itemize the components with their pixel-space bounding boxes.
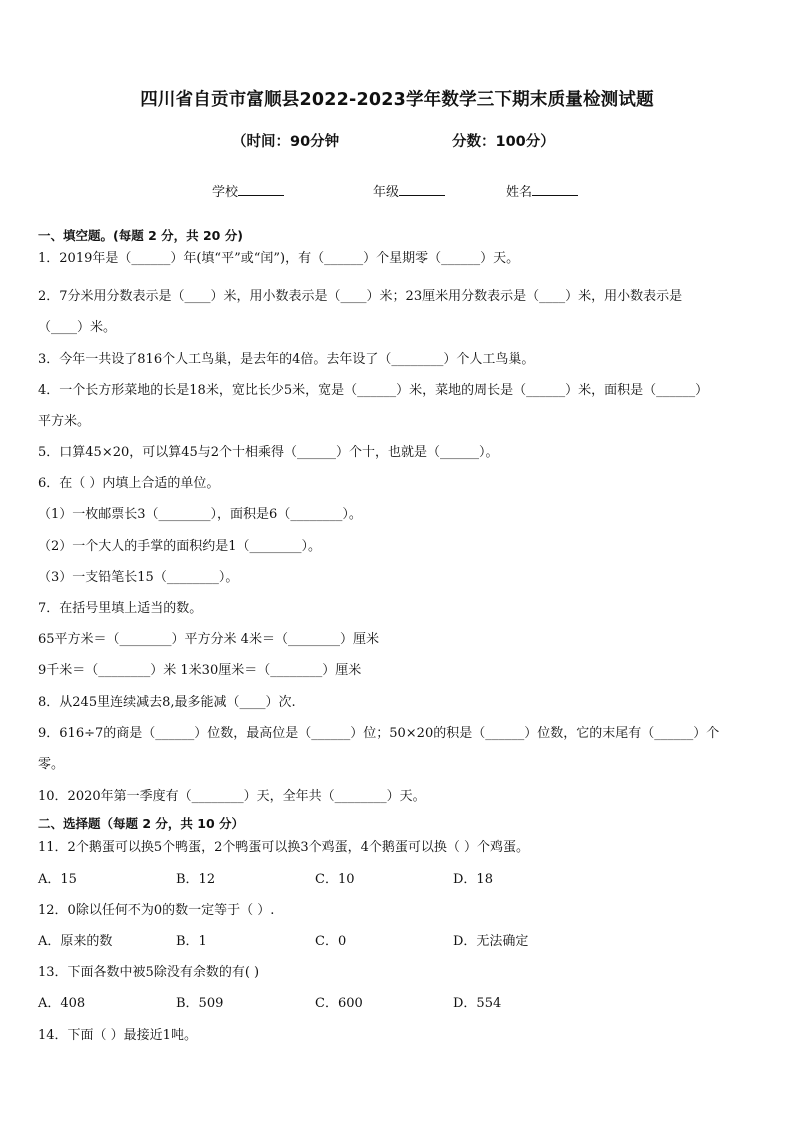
question-9: 9．616÷7的商是（______）位数，最高位是（______）位；50×20的积是（______）位数，它的末尾有（______）个	[38, 726, 720, 741]
question-7: 7．在括号里填上适当的数。	[38, 601, 203, 616]
question-7-row-2: 9千米＝（________）米 1米30厘米＝（________）厘米	[38, 663, 362, 678]
question-6-1: （1）一枚邮票长3（________），面积是6（________）。	[38, 507, 362, 522]
q12-option-c[interactable]: C．0	[315, 934, 347, 949]
question-4: 4．一个长方形菜地的长是18米，宽比长少5米，宽是（______）米，菜地的周长是（______）米，面积是（______）	[38, 383, 709, 398]
section-fill-blank-title: 一、填空题。(每题 2 分，共 20 分)	[38, 228, 243, 243]
question-1: 1．2019年是（______）年(填“平”或“闰”)，有（______）个星期零（______）天。	[38, 251, 520, 266]
q11-option-b[interactable]: B．12	[176, 872, 216, 887]
question-4-cont: 平方米。	[38, 414, 91, 429]
q13-option-d[interactable]: D．554	[453, 996, 502, 1011]
page-title: 四川省自贡市富顺县2022-2023学年数学三下期末质量检测试题	[140, 90, 654, 110]
question-10: 10．2020年第一季度有（________）天，全年共（________）天。	[38, 789, 426, 804]
q11-option-a[interactable]: A．15	[38, 872, 77, 887]
q13-option-b[interactable]: B．509	[176, 996, 224, 1011]
school-blank[interactable]	[238, 183, 284, 196]
section-choice-title: 二、选择题（每题 2 分，共 10 分）	[38, 816, 245, 831]
question-14: 14．下面（ ）最接近1吨。	[38, 1028, 197, 1043]
question-13: 13．下面各数中被5除没有余数的有( )	[38, 965, 260, 980]
question-6: 6．在（ ）内填上合适的单位。	[38, 476, 220, 491]
question-3: 3．今年一共设了816个人工鸟巢，是去年的4倍。去年设了（________）个人工鸟巢。	[38, 352, 535, 367]
question-5: 5．口算45×20，可以算45与2个十相乘得（______）个十，也就是（______）。	[38, 445, 499, 460]
q12-option-a[interactable]: A．原来的数	[38, 934, 113, 949]
exam-score: 分数：100分）	[452, 134, 555, 150]
grade-blank[interactable]	[399, 183, 445, 196]
question-8: 8．从245里连续减去8,最多能减（____）次.	[38, 695, 296, 710]
school-field	[212, 181, 284, 200]
school-label: 学校	[212, 185, 239, 200]
q13-option-a[interactable]: A．408	[38, 996, 86, 1011]
q11-option-c[interactable]: C．10	[315, 872, 355, 887]
q12-option-b[interactable]: B．1	[176, 934, 207, 949]
name-blank[interactable]	[532, 183, 578, 196]
question-12: 12．0除以任何不为0的数一定等于（ ）.	[38, 903, 275, 918]
exam-time: （时间：90分钟	[232, 134, 340, 150]
q12-option-d[interactable]: D．无法确定	[453, 934, 529, 949]
question-11: 11．2个鹅蛋可以换5个鸭蛋，2个鸭蛋可以换3个鸡蛋，4个鹅蛋可以换（ ）个鸡蛋。	[38, 840, 530, 855]
question-2-cont: （____）米。	[38, 320, 117, 335]
name-field	[506, 181, 578, 200]
question-6-2: （2）一个大人的手掌的面积约是1（________）。	[38, 539, 322, 554]
grade-field	[373, 181, 445, 200]
question-2: 2．7分米用分数表示是（____）米，用小数表示是（____）米；23厘米用分数表示是（____）米，用小数表示是	[38, 289, 683, 304]
question-7-row-1: 65平方米＝（________）平方分米 4米＝（________）厘米	[38, 632, 379, 647]
q11-option-d[interactable]: D．18	[453, 872, 493, 887]
question-6-3: （3）一支铅笔长15（________）。	[38, 570, 239, 585]
grade-label: 年级	[373, 185, 400, 200]
name-label: 姓名	[506, 185, 533, 200]
q13-option-c[interactable]: C．600	[315, 996, 363, 1011]
question-9-cont: 零。	[38, 757, 65, 772]
